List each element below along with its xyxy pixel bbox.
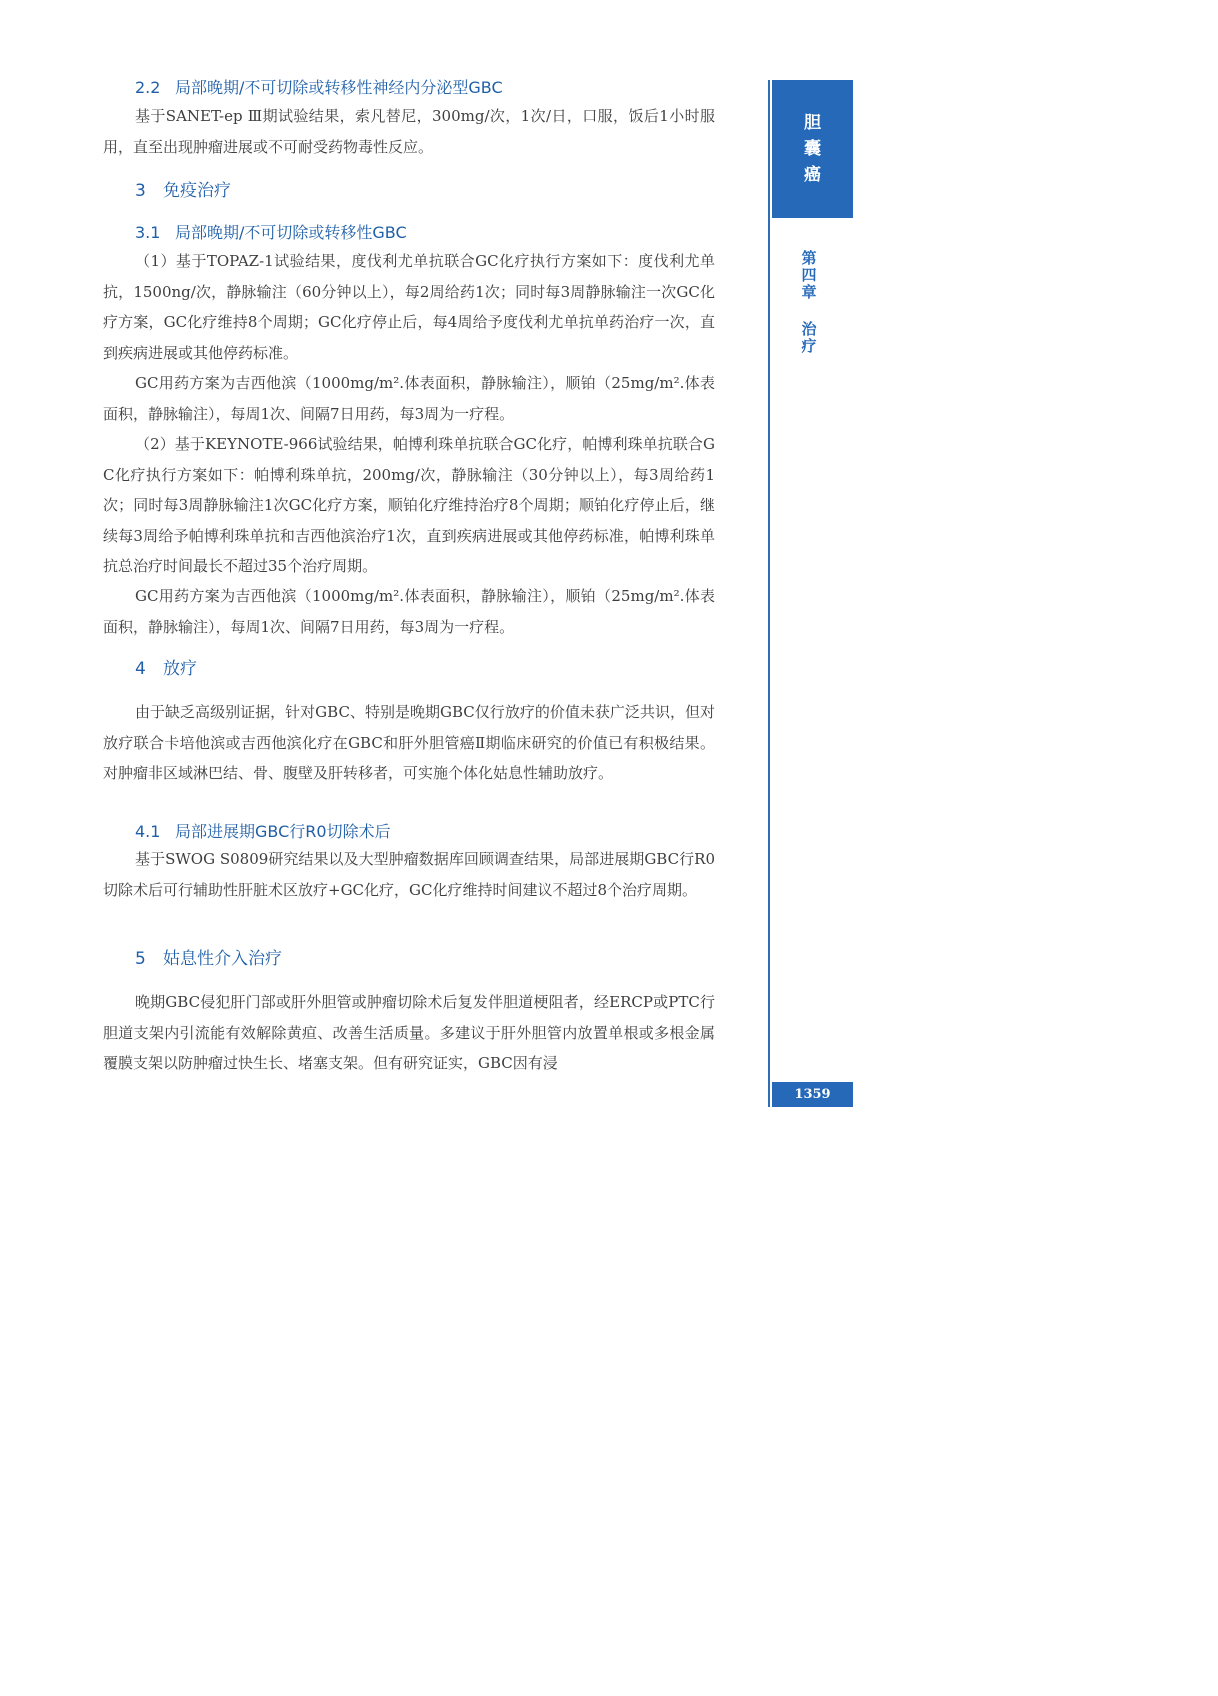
section-heading-4 <box>103 654 197 679</box>
page-number: 1359 <box>772 1082 853 1107</box>
section-title: 免疫治疗 <box>163 181 231 201</box>
chapter-gap <box>798 301 820 321</box>
section-title: 放疗 <box>163 659 197 679</box>
section-title: 局部晚期/不可切除或转移性GBC <box>175 223 407 242</box>
section-title: 局部进展期GBC行R0切除术后 <box>175 822 391 841</box>
tab-char: 癌 <box>804 165 821 185</box>
section-heading-5 <box>103 944 282 969</box>
chapter-char: 四 <box>801 266 817 284</box>
paragraph-gc-regimen-2: GC用药方案为吉西他滨（1000mg/m².体表面积，静脉输注），顺铂（25mg/m².体表面积，静脉输注），每周1次、间隔7日用药，每3周为一疗程。 <box>103 587 715 636</box>
section-title: 姑息性介入治疗 <box>163 949 282 969</box>
part-char: 治 <box>801 320 817 338</box>
paragraph-palliative: 晚期GBC侵犯肝门部或肝外胆管或肿瘤切除术后复发伴胆道梗阻者，经ERCP或PTC行胆道支架内引流能有效解除黄疸、改善生活质量。多建议于肝外胆管内放置单根或多根金属覆膜支架以防肿瘤过快生长、堵塞支架。但有研究证实，GBC因有浸 <box>103 993 715 1072</box>
chapter-label <box>798 250 820 355</box>
section-number: 4.1 <box>135 822 161 841</box>
paragraph-swog: 基于SWOG S0809研究结果以及大型肿瘤数据库回顾调查结果，局部进展期GBC行R0切除术后可行辅助性肝脏术区放疗+GC化疗，GC化疗维持时间建议不超过8个治疗周期。 <box>103 850 715 899</box>
section-heading-3-1 <box>103 220 407 243</box>
section-heading-4-1 <box>103 819 391 842</box>
chapter-char: 第 <box>801 249 817 267</box>
section-number: 3 <box>135 181 146 201</box>
section-number: 2.2 <box>135 78 161 97</box>
part-char: 疗 <box>801 337 817 355</box>
section-title: 局部晚期/不可切除或转移性神经内分泌型GBC <box>175 78 503 97</box>
tab-char: 胆 <box>804 113 821 133</box>
paragraph-gc-regimen-1: GC用药方案为吉西他滨（1000mg/m².体表面积，静脉输注），顺铂（25mg/m².体表面积，静脉输注），每周1次、间隔7日用药，每3周为一疗程。 <box>103 374 715 423</box>
section-number: 4 <box>135 659 146 679</box>
paragraph-keynote: （2）基于KEYNOTE-966试验结果，帕博利珠单抗联合GC化疗，帕博利珠单抗联合GC化疗执行方案如下：帕博利珠单抗，200mg/次，静脉输注（30分钟以上），每3周给药1次；同时每3周静脉输注1次GC化疗方案，顺铂化疗维持治疗8个周期；顺铂化疗停止后，继续每3周给予帕博利珠单抗和吉西他滨治疗1次，直到疾病进展或其他停药标准，帕博利珠单抗总治疗时间最长不超过35个治疗周期。 <box>103 435 715 575</box>
paragraph-sanet: 基于SANET-ep Ⅲ期试验结果，索凡替尼，300mg/次，1次/日，口服，饭后1小时服用，直至出现肿瘤进展或不可耐受药物毒性反应。 <box>103 107 715 156</box>
paragraph-topaz: （1）基于TOPAZ-1试验结果，度伐利尤单抗联合GC化疗执行方案如下：度伐利尤单抗，1500ng/次，静脉输注（60分钟以上），每2周给药1次；同时每3周静脉输注一次GC化疗方案，GC化疗维持8个周期；GC化疗停止后，每4周给予度伐利尤单抗单药治疗一次，直到疾病进展或其他停药标准。 <box>103 252 715 362</box>
paragraph-radiotherapy: 由于缺乏高级别证据，针对GBC、特别是晚期GBC仅行放疗的价值未获广泛共识，但对放疗联合卡培他滨或吉西他滨化疗在GBC和肝外胆管癌Ⅱ期临床研究的价值已有积极结果。对肿瘤非区域淋巴结、骨、腹壁及肝转移者，可实施个体化姑息性辅助放疗。 <box>103 703 715 782</box>
chapter-char: 章 <box>801 283 817 301</box>
section-number: 5 <box>135 949 146 969</box>
tab-char: 囊 <box>804 139 821 159</box>
section-heading-3 <box>103 176 231 201</box>
section-number: 3.1 <box>135 223 161 242</box>
chapter-tab <box>772 80 853 218</box>
section-heading-2-2 <box>103 75 503 98</box>
sidebar-divider <box>768 80 770 1107</box>
